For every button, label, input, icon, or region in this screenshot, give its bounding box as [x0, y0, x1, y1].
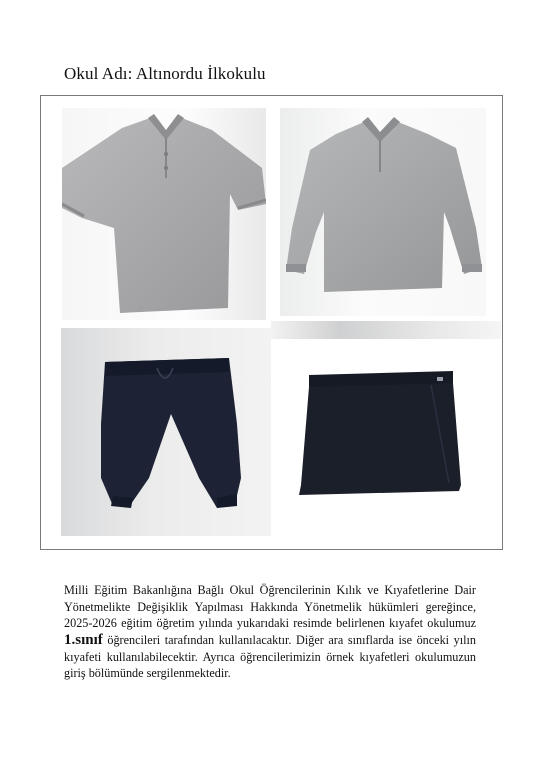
skirt-photo [281, 355, 484, 512]
short-sleeve-polo-photo [62, 108, 266, 320]
uniform-photo-frame [40, 95, 503, 550]
divider-strip [271, 321, 501, 339]
skirt-icon [281, 355, 484, 512]
notice-text-part2: öğrencileri tarafından kullanılacaktır. Diğer ara sınıflarda ise önceki yılın kıyafeti kullanılabilecektir. Ayrıca öğrencilerimizin örnek kıyafetleri okulumuzun giriş bölümünde sergilenmektedir. [64, 632, 476, 681]
jogger-trousers-icon [61, 328, 271, 536]
uniform-notice-paragraph [64, 582, 476, 682]
notice-text-part1: Milli Eğitim Bakanlığına Bağlı Okul Öğrencilerinin Kılık ve Kıyafetlerine Dair Yönetmelikte Değişiklik Yapılması Hakkında Yönetmelik hükümleri gereğince, 2025-2026 eğitim öğretim yılında yukarıdaki resimde belirlenen kıyafet okulumuz [64, 583, 476, 631]
grade-emphasis: 1.sınıf [64, 631, 103, 648]
trousers-photo [61, 328, 271, 536]
long-sleeve-polo-shirt-icon [280, 108, 486, 316]
short-sleeve-polo-shirt-icon [62, 108, 266, 320]
long-sleeve-polo-photo [280, 108, 486, 316]
school-name: Okul Adı: Altınordu İlkokulu [64, 64, 266, 83]
